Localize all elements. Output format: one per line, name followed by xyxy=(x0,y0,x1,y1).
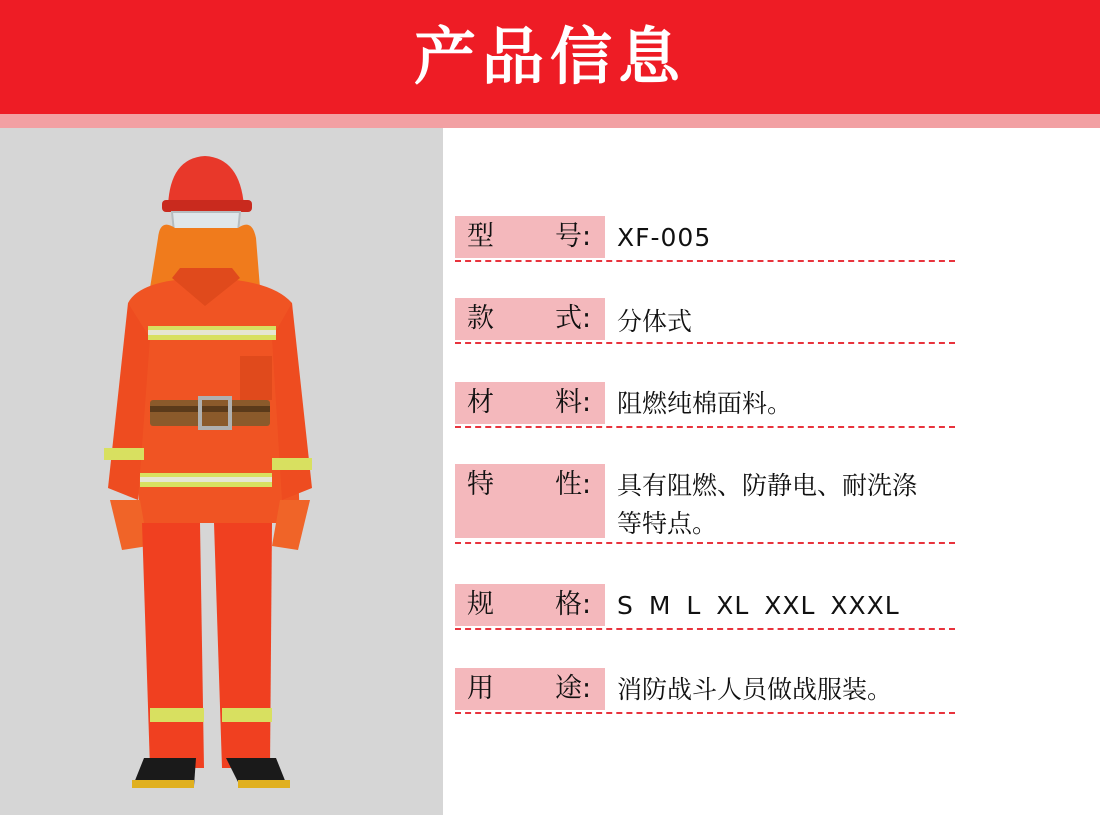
spec-label-box xyxy=(455,382,605,424)
product-photo xyxy=(0,128,443,815)
spec-label-char-2: 号: xyxy=(555,221,592,252)
spec-label-char-2: 料: xyxy=(555,387,592,418)
helmet-icon xyxy=(168,156,244,206)
spec-label-char-1: 款 xyxy=(467,303,494,334)
spec-label-char-2: 格: xyxy=(555,589,592,620)
dashed-divider xyxy=(455,342,955,344)
spec-label-char-2: 途: xyxy=(555,673,592,704)
spec-label-box xyxy=(455,584,605,626)
dashed-divider xyxy=(455,260,955,262)
spec-label-box xyxy=(455,464,605,538)
spec-label-char-1: 特 xyxy=(467,469,494,500)
banner-stripe xyxy=(0,114,1100,128)
page-title: 产品信息 xyxy=(413,20,686,93)
spec-value-usage: 消防战斗人员做战服装。 xyxy=(617,675,893,704)
spec-value-style: 分体式 xyxy=(617,307,693,336)
spec-value-sizes: S M L XL XXL XXXL xyxy=(617,591,900,620)
spec-value-features-line-1: 具有阻燃、防静电、耐洗涤 xyxy=(617,471,918,500)
spec-label-char-2: 性: xyxy=(555,469,592,500)
spec-label-char-1: 规 xyxy=(467,589,494,620)
spec-label-char-1: 材 xyxy=(467,387,494,418)
spec-label-box xyxy=(455,216,605,258)
spec-value-model: XF-005 xyxy=(617,223,712,252)
dashed-divider xyxy=(455,426,955,428)
spec-label-char-1: 型 xyxy=(467,221,494,252)
dashed-divider xyxy=(455,712,955,714)
spec-label-box xyxy=(455,298,605,340)
spec-label-char-1: 用 xyxy=(467,673,494,704)
spec-value-features-line-2: 等特点。 xyxy=(617,509,718,538)
spec-label-box xyxy=(455,668,605,710)
spec-value-material: 阻燃纯棉面料。 xyxy=(617,389,793,418)
firefighter-suit-illustration xyxy=(0,128,443,815)
dashed-divider xyxy=(455,542,955,544)
dashed-divider xyxy=(455,628,955,630)
spec-label-char-2: 式: xyxy=(555,303,592,334)
